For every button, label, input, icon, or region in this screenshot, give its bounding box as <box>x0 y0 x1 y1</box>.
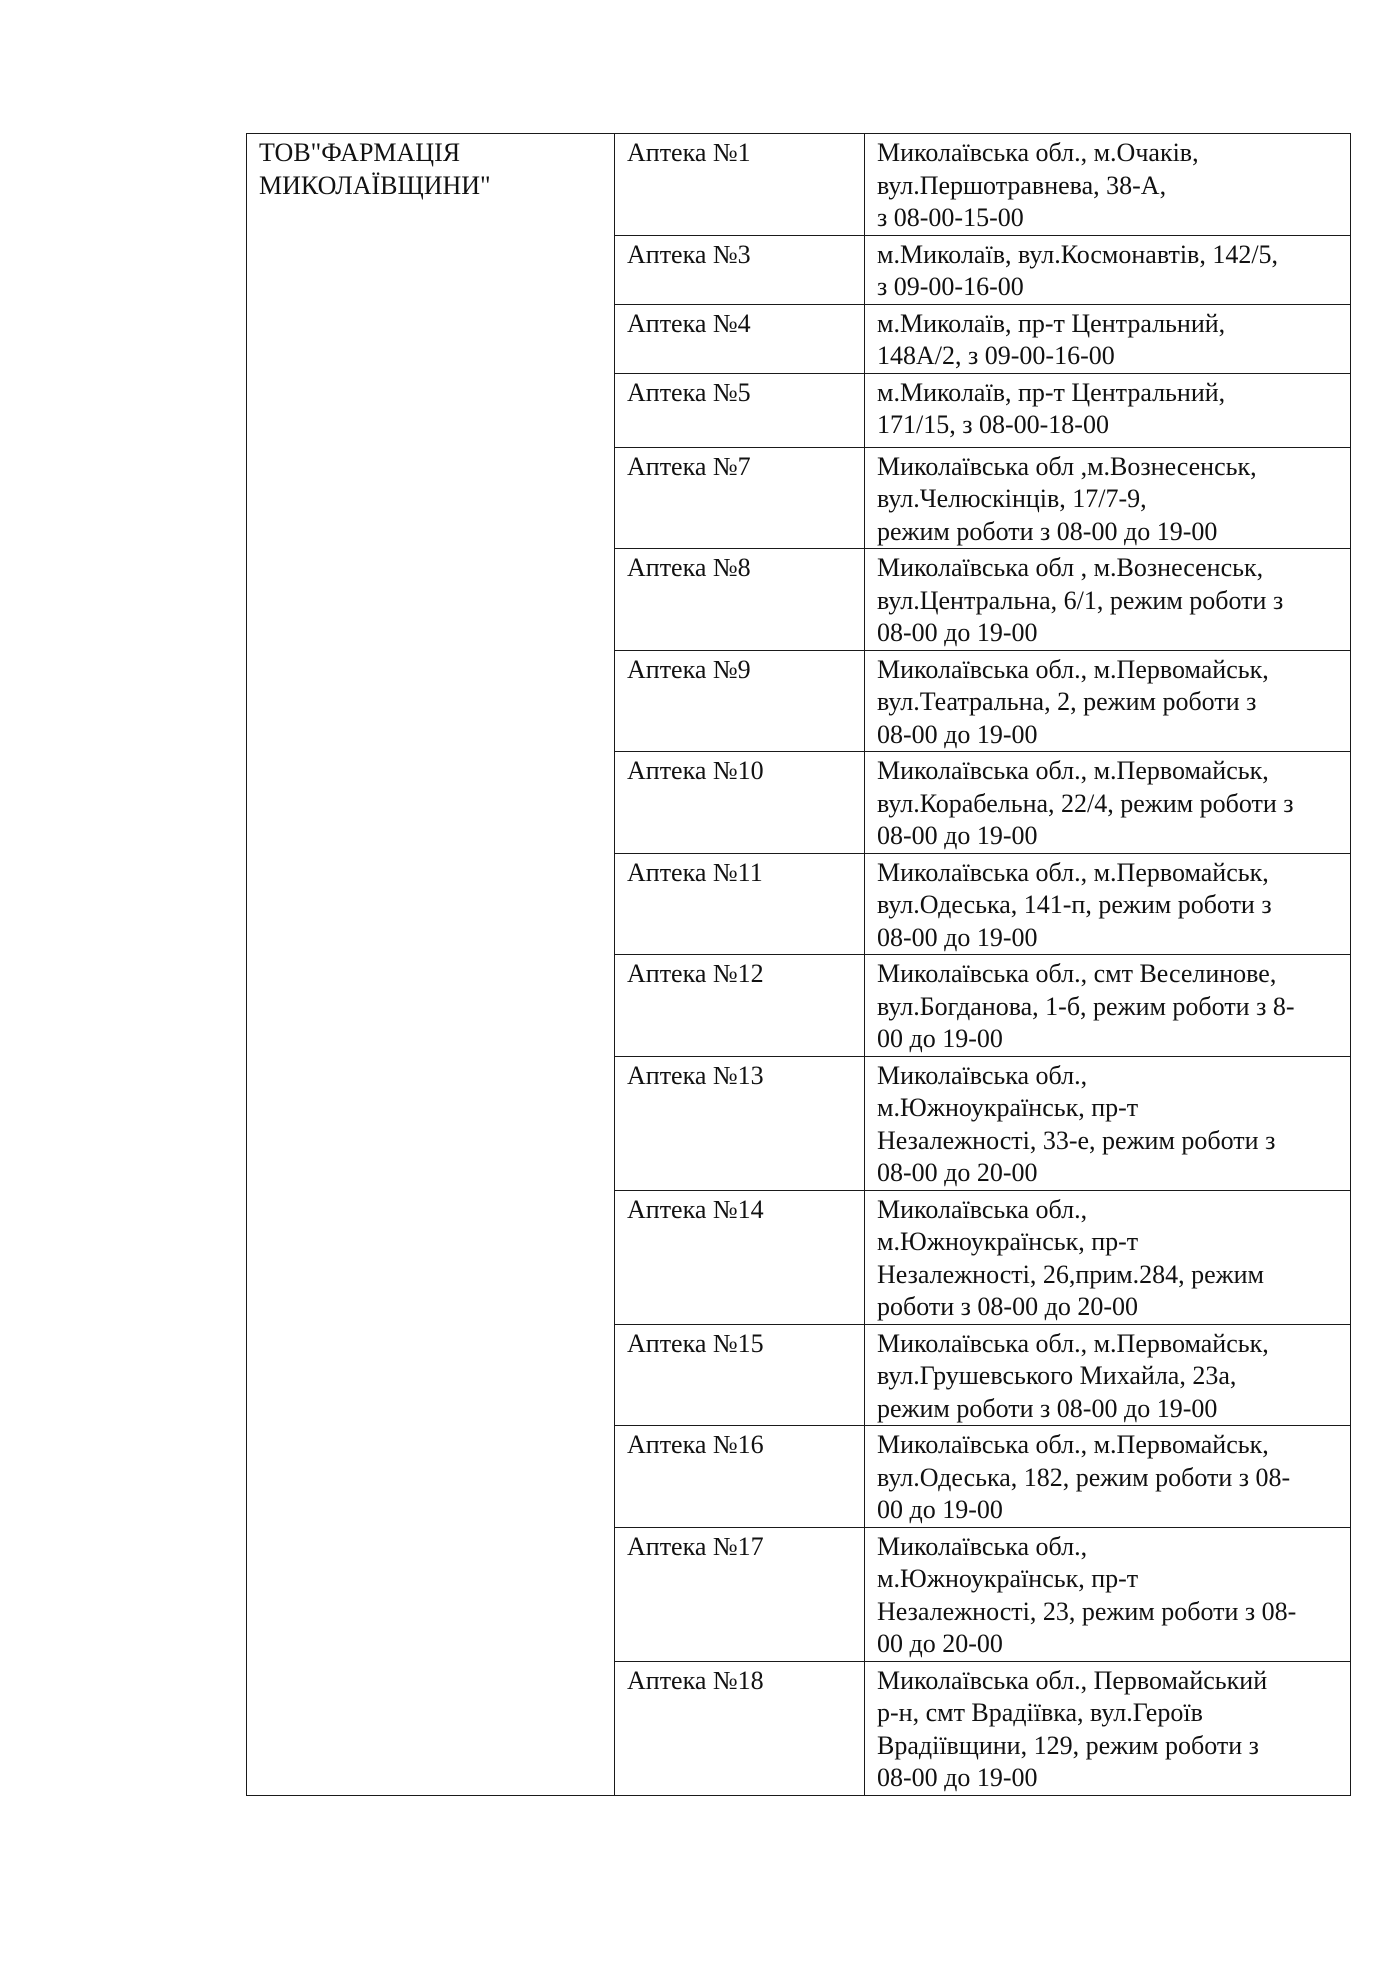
address-line: 08-00 до 19-00 <box>877 719 1038 749</box>
address-line: Миколаївська обл., м.Первомайськ, <box>877 654 1269 684</box>
address-line: м.Миколаїв, вул.Космонавтів, 142/5, <box>877 239 1279 269</box>
address-line: 08-00 до 19-00 <box>877 1763 1038 1792</box>
address-line: м.Южноукраїнськ, пр-т <box>877 1227 1139 1256</box>
address-line: з 09-00-16-00 <box>877 272 1024 301</box>
address-line: 08-00 до 19-00 <box>877 922 1038 952</box>
address-line: режим роботи з 08-00 до 19-00 <box>877 1393 1218 1423</box>
address-line: Миколаївська обл ,м.Вознесенськ, <box>877 451 1257 481</box>
pharmacy-name-cell <box>615 549 865 651</box>
pharmacy-name-cell <box>615 134 865 236</box>
address-line: 00 до 20-00 <box>877 1629 1003 1658</box>
pharmacy-name-cell <box>615 955 865 1057</box>
pharmacy-address-cell <box>865 853 1351 955</box>
pharmacy-name-cell <box>615 1324 865 1426</box>
address-line: Незалежності, 26,прим.284, режим <box>877 1259 1264 1289</box>
pharmacy-name-cell <box>615 752 865 854</box>
pharmacy-address-cell <box>865 752 1351 854</box>
pharmacy-name: Аптека №17 <box>627 1531 764 1561</box>
address-line: Миколаївська обл., смт Веселинове, <box>877 959 1277 988</box>
address-line: Миколаївська обл., м.Первомайськ, <box>877 857 1269 887</box>
address-line: 148А/2, з 09-00-16-00 <box>877 341 1115 370</box>
pharmacy-name-cell <box>615 1527 865 1661</box>
address-line: вул.Центральна, 6/1, режим роботи з <box>877 585 1284 615</box>
pharmacy-address-cell <box>865 235 1351 304</box>
pharmacy-address-cell <box>865 134 1351 236</box>
pharmacy-name-cell <box>615 1661 865 1795</box>
address-line: Миколаївська обл., <box>877 1531 1088 1561</box>
address-line: м.Миколаїв, пр-т Центральний, <box>877 308 1226 338</box>
address-line: Незалежності, 23, режим роботи з 08- <box>877 1596 1297 1626</box>
address-line: Миколаївська обл., <box>877 1194 1088 1224</box>
pharmacy-name: Аптека №11 <box>627 857 763 887</box>
pharmacy-address-cell <box>865 955 1351 1057</box>
company-cell <box>247 134 615 1796</box>
pharmacy-name: Аптека №18 <box>627 1665 764 1695</box>
address-line: вул.Челюскінців, 17/7-9, <box>877 484 1147 513</box>
pharmacy-name: Аптека №14 <box>627 1194 764 1224</box>
address-line: вул.Одеська, 182, режим роботи з 08- <box>877 1462 1291 1492</box>
pharmacy-address-cell <box>865 1661 1351 1795</box>
pharmacy-table <box>246 133 1351 1796</box>
pharmacy-table-body <box>247 134 1351 1796</box>
address-line: Миколаївська обл , м.Вознесенськ, <box>877 553 1264 582</box>
pharmacy-name: Аптека №13 <box>627 1060 764 1090</box>
address-line: Миколаївська обл., м.Первомайськ, <box>877 1430 1269 1459</box>
address-line: вул.Корабельна, 22/4, режим роботи з <box>877 788 1294 818</box>
pharmacy-name: Аптека №4 <box>627 308 751 338</box>
pharmacy-name: Аптека №3 <box>627 239 751 269</box>
pharmacy-address-cell <box>865 447 1351 549</box>
address-line: з 08-00-15-00 <box>877 203 1024 232</box>
pharmacy-address-cell <box>865 304 1351 373</box>
address-line: Врадіївщини, 129, режим роботи з <box>877 1730 1259 1760</box>
address-line: 08-00 до 20-00 <box>877 1158 1038 1187</box>
pharmacy-name: Аптека №5 <box>627 377 751 407</box>
address-line: роботи з 08-00 до 20-00 <box>877 1292 1138 1321</box>
address-line: 00 до 19-00 <box>877 1024 1003 1053</box>
address-line: 171/15, з 08-00-18-00 <box>877 410 1109 439</box>
pharmacy-name: Аптека №10 <box>627 756 764 785</box>
address-line: р-н, смт Врадіївка, вул.Героїв <box>877 1698 1203 1727</box>
address-line: Миколаївська обл., м.Первомайськ, <box>877 756 1269 785</box>
address-line: Миколаївська обл., м.Очаків, <box>877 138 1199 167</box>
pharmacy-address-cell <box>865 549 1351 651</box>
company-name-line: ТОВ"ФАРМАЦІЯ <box>259 138 461 167</box>
pharmacy-address-cell <box>865 1190 1351 1324</box>
address-line: вул.Грушевського Михайла, 23а, <box>877 1361 1237 1390</box>
pharmacy-name-cell <box>615 235 865 304</box>
pharmacy-name: Аптека №9 <box>627 654 751 684</box>
pharmacy-name: Аптека №12 <box>627 959 764 988</box>
pharmacy-name: Аптека №7 <box>627 451 751 481</box>
pharmacy-address-cell <box>865 1324 1351 1426</box>
pharmacy-name-cell <box>615 1190 865 1324</box>
pharmacy-address-cell <box>865 1056 1351 1190</box>
address-line: режим роботи з 08-00 до 19-00 <box>877 516 1218 546</box>
address-line: 08-00 до 19-00 <box>877 618 1038 647</box>
pharmacy-address-cell <box>865 1426 1351 1528</box>
address-line: вул.Одеська, 141-п, режим роботи з <box>877 890 1272 919</box>
pharmacy-name-cell <box>615 1056 865 1190</box>
pharmacy-name-cell <box>615 373 865 447</box>
pharmacy-name-cell <box>615 1426 865 1528</box>
pharmacy-name-cell <box>615 304 865 373</box>
address-line: вул.Театральна, 2, режим роботи з <box>877 687 1257 716</box>
address-line: вул.Першотравнева, 38-А, <box>877 170 1167 200</box>
pharmacy-name-cell <box>615 650 865 752</box>
pharmacy-name-cell <box>615 853 865 955</box>
pharmacy-address-cell <box>865 1527 1351 1661</box>
address-line: м.Южноукраїнськ, пр-т <box>877 1093 1139 1122</box>
pharmacy-address-cell <box>865 373 1351 447</box>
address-line: 00 до 19-00 <box>877 1495 1003 1524</box>
pharmacy-address-cell <box>865 650 1351 752</box>
pharmacy-name: Аптека №16 <box>627 1430 764 1459</box>
address-line: Миколаївська обл., Первомайський <box>877 1665 1268 1695</box>
address-line: 08-00 до 19-00 <box>877 821 1038 850</box>
address-line: Незалежності, 33-е, режим роботи з <box>877 1125 1276 1155</box>
table-row <box>247 134 1351 236</box>
address-line: вул.Богданова, 1-б, режим роботи з 8- <box>877 991 1295 1021</box>
company-name-line: МИКОЛАЇВЩИНИ" <box>259 170 491 200</box>
pharmacy-name: Аптека №8 <box>627 553 751 582</box>
address-line: Миколаївська обл., <box>877 1060 1088 1090</box>
address-line: м.Южноукраїнськ, пр-т <box>877 1564 1139 1593</box>
address-line: м.Миколаїв, пр-т Центральний, <box>877 377 1226 407</box>
pharmacy-name-cell <box>615 447 865 549</box>
pharmacy-name: Аптека №1 <box>627 138 751 167</box>
address-line: Миколаївська обл., м.Первомайськ, <box>877 1328 1269 1358</box>
pharmacy-name: Аптека №15 <box>627 1328 764 1358</box>
